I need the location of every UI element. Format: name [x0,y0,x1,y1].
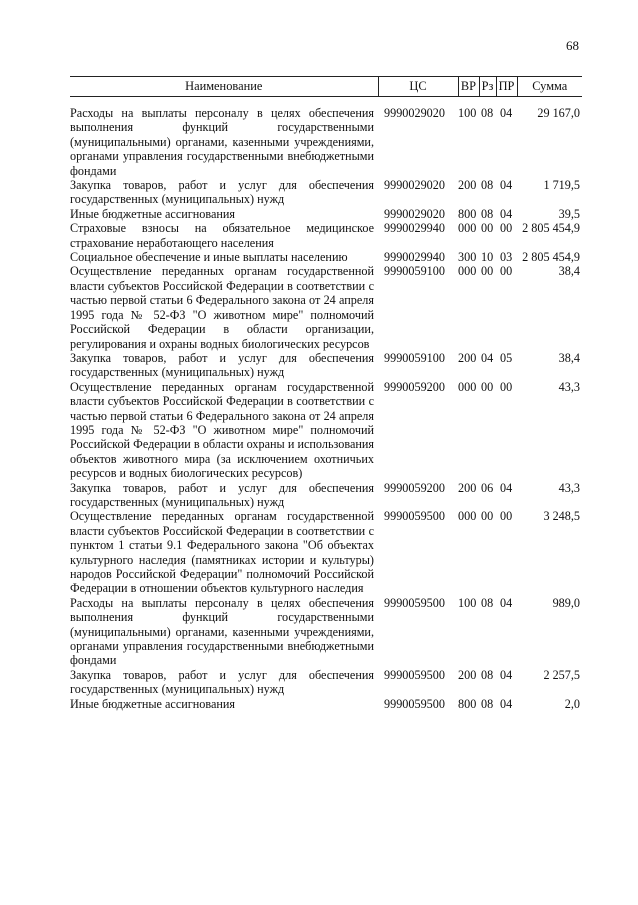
header-sum: Сумма [517,77,582,97]
budget-table [70,76,582,711]
row-rz: 00 [481,509,494,524]
row-sum: 38,4 [558,264,580,279]
row-sum: 39,5 [558,206,580,221]
row-vr: 000 [458,264,477,279]
row-rz: 08 [481,106,494,120]
row-pr: 00 [500,221,513,236]
row-rz: 08 [481,206,494,221]
table-row [70,351,582,380]
row-rz: 08 [481,667,494,682]
row-rz: 10 [481,250,494,265]
row-rz: 08 [481,595,494,610]
row-vr: 200 [458,178,477,193]
row-cs: 9990059500 [384,696,445,711]
row-pr: 04 [500,178,513,193]
row-pr: 05 [500,350,513,365]
row-name: Закупка товаров, работ и услуг для обеспечения государственных (муниципальных) нужд [70,667,374,697]
row-cs: 9990029020 [384,178,445,193]
row-pr: 04 [500,206,513,221]
row-cs: 9990059500 [384,509,445,524]
row-cs: 9990059200 [384,480,445,495]
row-pr: 00 [500,509,513,524]
row-cs: 9990029020 [384,106,445,120]
header-name: Наименование [70,77,378,97]
row-sum: 2 805 454,9 [522,250,580,265]
row-pr: 00 [500,264,513,279]
row-sum: 3 248,5 [543,509,580,524]
row-name: Осуществление переданных органам государственной власти субъектов Российской Федерации в соответствии с частью первой статьи 6 Федерального закона от 24 апреля 1995 года № 52-ФЗ "О животном мире" полномочий Российской Федерации в области организации, регулирования и охраны водных биологических ресурсов [70,264,374,351]
row-pr: 03 [500,250,513,265]
row-sum: 43,3 [558,480,580,495]
header-rz: Рз [479,77,496,97]
table-row [70,221,582,250]
row-rz: 00 [481,264,494,279]
page-number: 68 [566,38,579,53]
row-vr: 100 [458,595,477,610]
row-cs: 9990059100 [384,264,445,279]
row-rz: 06 [481,480,494,495]
row-name: Расходы на выплаты персоналу в целях обеспечения выполнения функций государственными (муниципальными) органами, казенными учреждениями, органами управления государственными внебюджетными фондами [70,595,374,668]
row-cs: 9990029020 [384,206,445,221]
row-cs: 9990059500 [384,595,445,610]
row-vr: 100 [458,106,477,120]
row-name: Иные бюджетные ассигнования [70,206,236,221]
row-sum: 1 719,5 [543,178,580,193]
row-name: Закупка товаров, работ и услуг для обеспечения государственных (муниципальных) нужд [70,350,374,380]
row-pr: 04 [500,480,513,495]
row-sum: 2 805 454,9 [522,221,580,236]
row-rz: 04 [481,350,494,365]
row-name: Страховые взносы на обязательное медицинское страхование неработающего населения [70,221,374,250]
row-vr: 800 [458,206,477,221]
row-sum: 2 257,5 [543,667,580,682]
row-vr: 000 [458,221,477,236]
table-row [70,596,582,668]
row-name: Закупка товаров, работ и услуг для обеспечения государственных (муниципальных) нужд [70,178,374,207]
table-row [70,668,582,697]
row-pr: 04 [500,696,513,711]
table-row [70,380,582,481]
row-sum: 989,0 [552,595,580,610]
row-pr: 00 [500,379,513,394]
row-name: Иные бюджетные ассигнования [70,696,236,711]
row-name: Осуществление переданных органам государственной власти субъектов Российской Федерации в соответствии с пунктом 1 статьи 9.1 Федерального закона "Об объектах культурного наследия (памятниках истории и культуры) народов Российской Федерации" полномочий Российской Федерации в отношении объектов культурного наследия [70,509,374,596]
row-pr: 04 [500,667,513,682]
row-pr: 04 [500,106,513,120]
row-vr: 200 [458,667,477,682]
header-pr: ПР [496,77,517,97]
table-row [70,264,582,350]
row-rz: 08 [481,178,494,193]
row-sum: 29 167,0 [537,106,580,120]
row-name: Социальное обеспечение и иные выплаты населению [70,250,348,265]
row-name: Закупка товаров, работ и услуг для обеспечения государственных (муниципальных) нужд [70,480,374,509]
row-pr: 04 [500,595,513,610]
row-cs: 9990059500 [384,667,445,682]
table-row [70,481,582,510]
row-vr: 300 [458,250,477,265]
row-rz: 08 [481,696,494,711]
row-cs: 9990059100 [384,350,445,365]
table-row [70,97,582,179]
row-rz: 00 [481,221,494,236]
table-row [70,207,582,221]
row-vr: 200 [458,350,477,365]
row-vr: 000 [458,379,477,394]
row-sum: 2,0 [564,696,580,711]
table-row [70,697,582,711]
table-row [70,509,582,595]
row-rz: 00 [481,379,494,394]
table-row [70,178,582,207]
table-header-row [70,77,582,97]
row-sum: 38,4 [558,350,580,365]
row-vr: 200 [458,480,477,495]
header-cs: ЦС [378,77,458,97]
row-cs: 9990029940 [384,221,445,236]
row-cs: 9990059200 [384,379,445,394]
table-row [70,250,582,264]
row-name: Осуществление переданных органам государственной власти субъектов Российской Федерации в соответствии с частью первой статьи 6 Федерального закона от 24 апреля 1995 года № 52-ФЗ "О животном мире" полномочий Российской Федерации в области охраны и использования объектов животного мира (за исключением охотничьих ресурсов и водных биологических ресурсов) [70,379,374,481]
header-vr: ВР [458,77,479,97]
row-cs: 9990029940 [384,250,445,265]
row-vr: 800 [458,696,477,711]
row-name: Расходы на выплаты персоналу в целях обеспечения выполнения функций государственными (муниципальными) органами, казенными учреждениями, органами управления государственными внебюджетными фондами [70,106,374,178]
row-sum: 43,3 [558,379,580,394]
row-vr: 000 [458,509,477,524]
